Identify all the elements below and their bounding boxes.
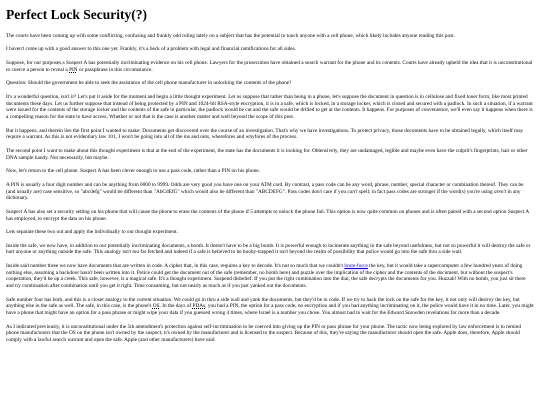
article-title: Perfect Lock Security(?)	[6, 7, 147, 22]
paragraph-text: Suppose, for our purposes,s Suspect A has potentially incriminating evidence on his cell phone. Lawyers for the prosecution have obtained a search warrant for the phone and its contents. Courts have already upheld the idea that it is unconstitutional to coerce a person to reveal a	[6, 60, 533, 73]
paragraph	[6, 229, 534, 236]
paragraph	[6, 297, 534, 317]
paragraph	[6, 148, 534, 161]
paragraph	[6, 324, 534, 344]
paragraph	[6, 46, 534, 53]
paragraph-text: spell; in fact pass codes are stronger if the word(s) you're using	[357, 188, 495, 195]
paragraph-text: The second point I want to make about this thought experiment is that at the end of the experiment, the state has the documents it is looking for. Obtensively, they are undamaged, legible and maybe even have the culprit's fingerprints, hair or other DNA sample handy. Not necessarily, but maybe.	[6, 147, 528, 161]
paragraph	[6, 243, 534, 256]
paragraph	[6, 182, 534, 202]
paragraph-text: . In the days of	[159, 303, 193, 310]
inline-link[interactable]: brute-force	[344, 263, 368, 269]
abbreviation: PDAs	[192, 303, 206, 310]
paragraph	[6, 33, 534, 40]
paragraph-text: Now, let's return to the cell phone. Suspect A has been clever enough to use a pass code, rather than a PIN on his phone.	[6, 168, 260, 175]
paragraph	[6, 94, 534, 121]
paragraph-text: Inside said number three we now have documents that are written in code. A cipher that, in this case, requires a key to decode. It's not so much that we couldn't	[6, 263, 345, 269]
paragraph-text: Safe number four has both, and this is a closer analogy to the current situation. We could go in thru a side wall and yank the documents, but they'd be in code. If we try to hack the lock on the safe for the key, it not only will destroy the key, but anything else in the safe as well. The safe, in this case, is the phone's	[6, 296, 520, 310]
paragraph-text: A PIN is usually a four digit number and can be anything from 0000 to 9999. Odds are very good you have one on your ATM card. By contrast, a pass code can be any word, phrase, number, special character or combination thereof. They can be (and usually are) case sensitive, so "abcdefg" would be different than "AbCdEfG" which would also be different than "ABCDEFG". Pass codes don't care if you	[6, 181, 524, 195]
paragraph-text: , you had a PIN, the option for a pass code, no encryption and if you had anything incriminating on it, the police would have it in no time. Later, you might have a phone that might have an option for a pass phrase or might wipe your data if you guessed wrong 4 times, where Israel is a number you chose. You almost had to wait for the Edward Snowden revelations for more than a decade.	[6, 303, 534, 317]
paragraph	[6, 263, 534, 290]
paragraph-text: Suspect A has also set a security setting on his phone that will cause the phone to erase the contents of the phone if 5 attempts to unlock the phone fail. This option is now quite common on phones and is often paired with a second option Suspect A has employed, to encrypt the data on his phone.	[6, 208, 529, 222]
paragraph-text: or passphrase in this circumstance.	[77, 66, 153, 73]
emphasis-text: can't	[347, 188, 358, 195]
paragraph	[6, 80, 534, 87]
paragraph-text: Question: Should the government be able to seek the assistance of the cell phone manufacturer in unlocking the contents of the phone?	[6, 80, 292, 87]
paragraph	[6, 209, 534, 222]
abbreviation: OS	[152, 303, 160, 310]
abbreviation: PIN	[69, 66, 78, 73]
paragraph-text: the key, but it would take a supercomputer a few hundred years of doing nothing else, assuming a backdoor hasn't been written into it. Police could get the document out of the safe (remember, no bomb here) and puzzle over the implication of the cipher and the contents of the document, but without the suspect's cooperation, they'd be up a creek. This safe, however, is a magical safe. It's a thought experiment. Suspend disbelief. If you put the right combination into the dial, the safe decrypts the documents for you. Huzzah! With no bomb, you just sit there and try combination after combination until you get it right. Time consuming, but not nearly as much as if you just yanked out the documents.	[6, 263, 526, 290]
paragraph-text: Inside the safe, we now have, in addition to our potentially incriminating documents, a bomb. It doesn't have to be a big bomb. It is powerful enough to incinerate anything in the safe beyond usefulness, but not so powerful it will destroy the safe or hurt anyone or anything outside the safe. This analogy isn't too far fetched and indeed if a safe is believed to be booby-trapped it isn't beyond the realm of possibility that police would go into the safe thru a side wall.	[6, 242, 531, 256]
paragraph-text: in any dictionary.	[6, 188, 521, 202]
paragraph	[6, 168, 534, 175]
paragraph-text: Lets separate these two out and apply the individually to our thought experiment.	[6, 229, 178, 236]
paragraph-text: The courts have been coming up with some conflicting, confusing and frankly odd ruling lately on a subject that has the potential to touch anyone with a cell phone, which likely includes anyone reading this post.	[6, 32, 455, 39]
paragraph	[6, 128, 534, 141]
emphasis-text: aren't	[494, 188, 507, 195]
article-body	[6, 33, 534, 344]
paragraph-text: But it happens, and therein lies the first point I wanted to make: Documents get discovered over the course of an investigation. That's why we have investigations. To protect privacy, those documents have to be obtained legally, which itself may require a warrant. As this is not evidentiary law 101, I won't be going into all of the ins and outs, wherefores and whyfores of the process.	[6, 127, 524, 141]
paragraph	[6, 60, 534, 73]
paragraph-text: I haven't come up with a good answer to this one yet. Frankly, it's a heck of a problem with legal and financial ramifications for all sides.	[6, 46, 297, 53]
paragraph-text: As I indicated previously, it is unconstitutional under the 5th amendment's protection against self-incrimination to be coerced into giving up the PIN or pass phrase for your phone. The tactic now being explored by law enforcement is to remind phone manufacturers that the OS on the phone isn't owned by the suspect; it's owned by the manufacturer and is licensed to the suspect. Because of this, they're saying the manufacturer should open the safe. Apple does, therefore, Apple should comply with a lawful search warrant and open the safe. Apple (and other manufacturers) have said	[6, 323, 522, 344]
paragraph-text: It's a wonderful question, isn't it? Let's put it aside for the moment and begin a little thought experiment. Let us suppose that rather than being in a phone, let's suppose the document in question is in cellulose and fixed toner form, like most printed documents these days. Let us further suppose that instead of being protected by a PIN and 1024-bit RSA-style encryption, it is in a safe, which is locked, in a storage locker, which is closed and secured with a padlock. In such a situation, if a warrant were issued for the contents of the storage locker and the contents of the safe in particular, the padlock would be cut and the safe would be drilled to get at the contents. It happens. For purposes of convenience, we'll even say it happens when there is a compelling reason for the state to have access. Whether or not that is the case is another matter and well beyond the scope of this post.	[6, 93, 533, 121]
